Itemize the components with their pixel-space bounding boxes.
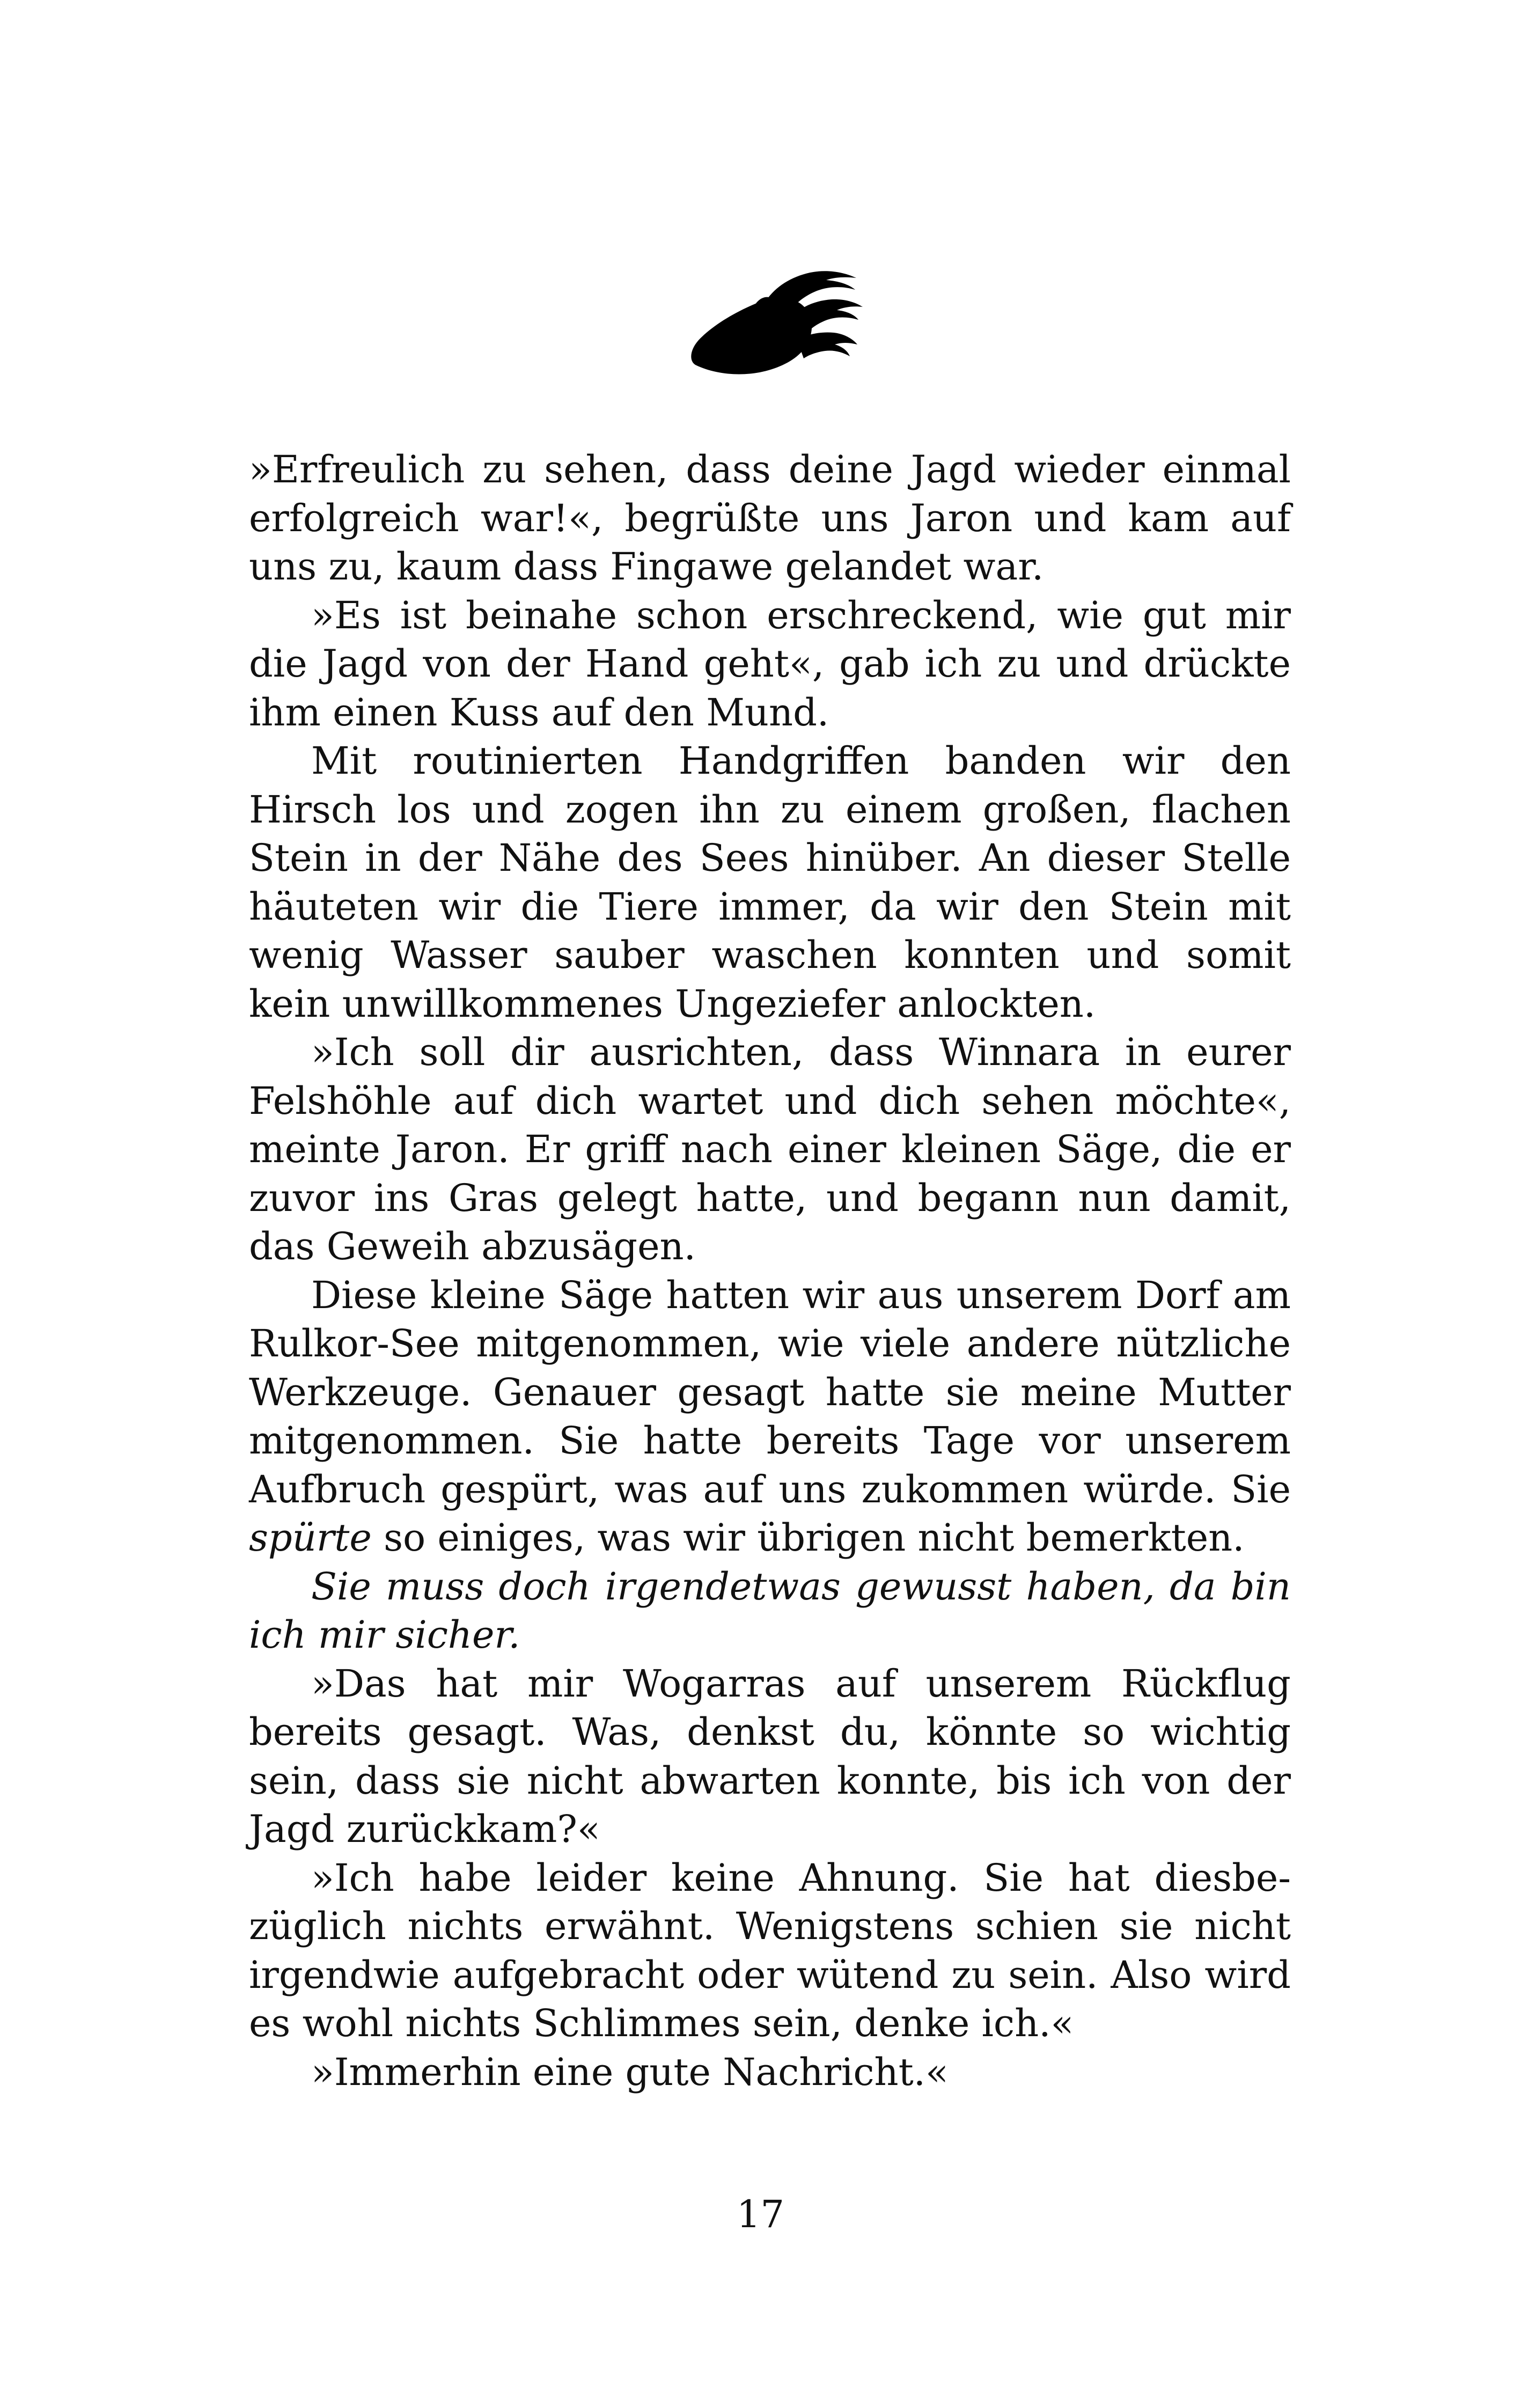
page-number: 17 <box>736 2192 785 2236</box>
paragraph: »Ich soll dir ausrichten, dass Winnara in eurer Felshöhle auf dich wartet und dich sehen möchte«, meinte Jaron. Er griff nach einer kleinen Säge, die er zuvor ins Gras gelegt hatte, und begann nun damit, das Geweih abzusägen. <box>249 1030 1291 1268</box>
claw-paw-icon <box>686 268 868 376</box>
paragraph: »Das hat mir Wogarras auf unserem Rückflug bereits gesagt. Was, denkst du, könnte so wichtig sein, dass sie nicht abwarten konnte, bis ich von der Jagd zurückkam?« <box>249 1661 1291 1851</box>
paragraph: »Erfreulich zu sehen, dass deine Jagd wieder einmal erfolgreich war!«, begrüßte uns Jaron und kam auf uns zu, kaum dass Fingawe gelandet war. <box>249 447 1291 589</box>
book-text <box>249 445 1291 2096</box>
paragraph-text: so einiges, was wir übrigen nicht bemerkten. <box>371 1516 1245 1560</box>
paragraph: Mit routinierten Handgriffen banden wir den Hirsch los und zogen ihn zu einem großen, flachen Stein in der Nähe des Sees hinüber. An dieser Stelle häuteten wir die Tiere immer, da wir den Stein mit wenig Wasser sauber waschen konnten und somit kein unwillkommenes Ungeziefer anlockten. <box>249 739 1291 1026</box>
paragraph: »Es ist beinahe schon erschreckend, wie gut mir die Jagd von der Hand geht«, gab ich zu und drückte ihm einen Kuss auf den Mund. <box>249 593 1291 735</box>
paragraph-text: Diese kleine Säge hatten wir aus unserem Dorf am Rulkor-See mitgenommen, wie viele andere nützliche Werkzeuge. Genauer gesagt hatte sie meine Mutter mitgenommen. Sie hatte bereits Tage vor unserem Aufbruch gespürt, was auf uns zukommen würde. Sie <box>249 1273 1291 1511</box>
paragraph <box>249 1271 1291 1562</box>
paragraph: »Immerhin eine gute Nachricht.« <box>311 2050 949 2094</box>
emphasized-word: spürte <box>249 1516 372 1560</box>
inner-thought-paragraph: Sie muss doch irgendetwas gewusst haben, da bin ich mir sicher. <box>249 1564 1291 1657</box>
paragraph: »Ich habe leider keine Ahnung. Sie hat diesbezüglich nichts erwähnt. Wenigstens schien sie nicht irgendwie aufgebracht oder wütend zu sein. Also wird es wohl nichts Schlimmes sein, denke ich.« <box>249 1855 1291 2045</box>
